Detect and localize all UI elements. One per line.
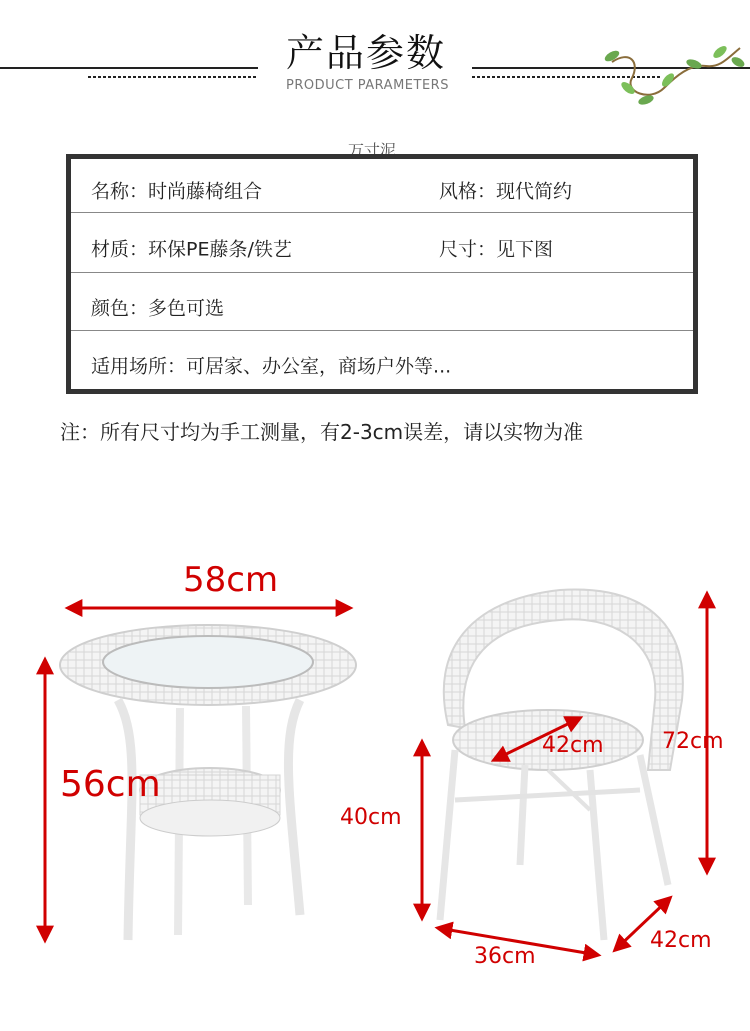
table-divider (71, 272, 693, 273)
dim-seat-depth: 42cm (542, 733, 604, 758)
spec-row-name (71, 161, 693, 219)
dim-seat-height: 40cm (340, 805, 402, 830)
spec-color: 颜色：多色可选 (91, 297, 225, 320)
dim-base-width: 36cm (474, 944, 536, 969)
page-subtitle: PRODUCT PARAMETERS (286, 78, 449, 93)
watermark: 万寸泥 (348, 141, 397, 160)
vine-decoration-icon (603, 44, 746, 107)
chair-drawing (440, 590, 683, 940)
spec-row-color (71, 278, 693, 336)
page-title: 产品参数 (286, 31, 447, 75)
spec-usage: 适用场所：可居家、办公室，商场户外等... (91, 355, 452, 378)
dim-chair-height: 72cm (662, 729, 724, 754)
measurement-note: 注：所有尺寸均为手工测量，有2-3cm误差，请以实物为准 (60, 420, 584, 444)
spec-row-material (71, 219, 693, 277)
dim-table-width: 58cm (183, 560, 279, 600)
spec-row-usage (71, 336, 693, 394)
dim-table-height: 56cm (60, 764, 161, 805)
table-divider (71, 212, 693, 213)
spec-name: 名称：时尚藤椅组合 (91, 180, 263, 203)
spec-table (66, 154, 698, 394)
dim-base-depth: 42cm (650, 928, 712, 953)
spec-size: 尺寸：见下图 (439, 238, 554, 261)
table-divider (71, 330, 693, 331)
spec-material: 材质：环保PE藤条/铁艺 (91, 238, 292, 261)
spec-style: 风格：现代简约 (439, 180, 573, 203)
